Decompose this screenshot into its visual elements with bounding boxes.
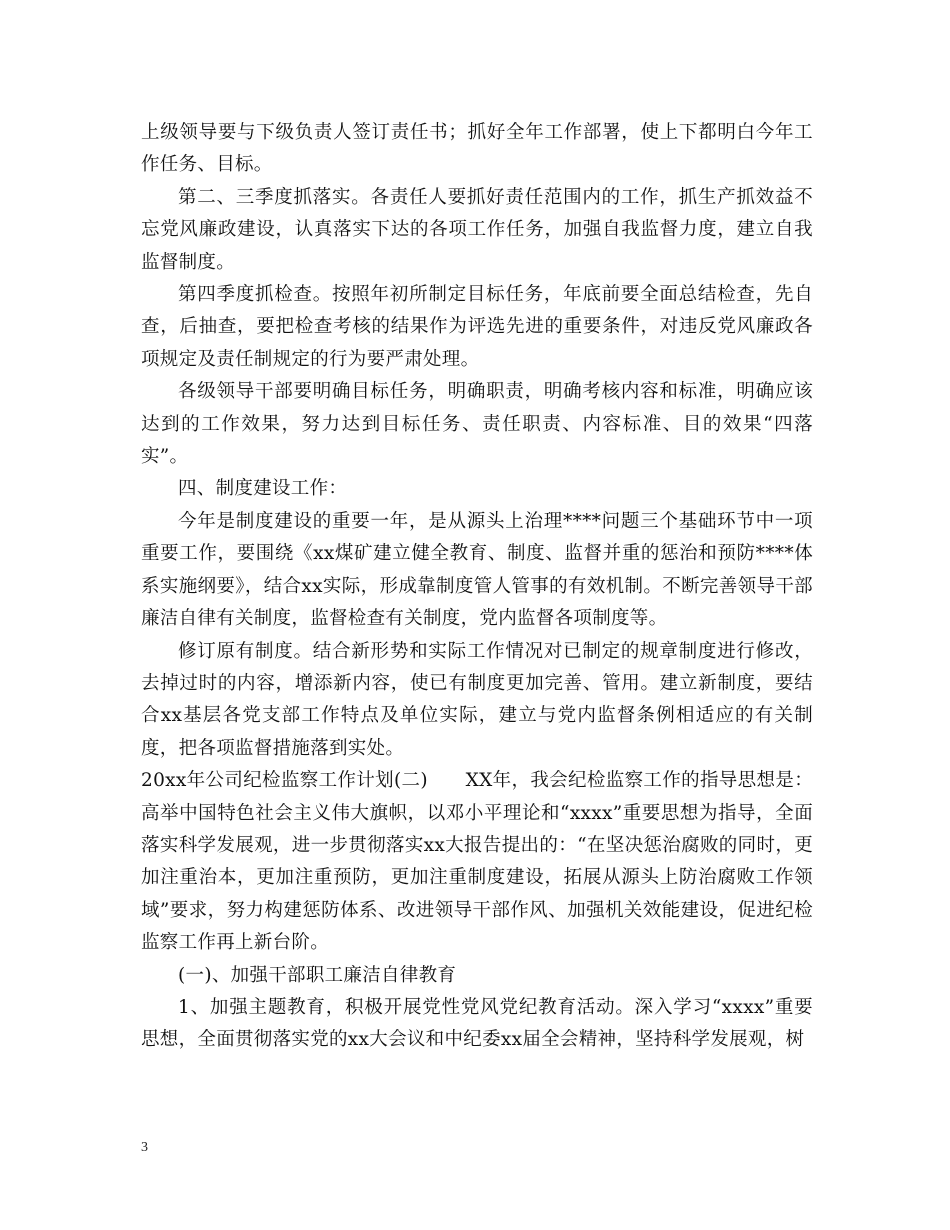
document-body [141,117,813,1057]
section-heading-4: 四、制度建设工作： [178,478,348,500]
subsection-heading-1: (一)、加强干部职工廉洁自律教育 [178,964,457,986]
paragraph-7: 修订原有制度。结合新形势和实际工作情况对已制定的规章制度进行修改，去掉过时的内容，增添新内容，使已有制度更加完善、管用。建立新制度，要结合xx基层各党支部工作特点及单位实际，建立与党内监督条例相适应的有关制度，把各项监督措施落到实处。 [141,640,813,759]
paragraph-6: 今年是制度建设的重要一年，是从源头上治理****问题三个基础环节中一项重要工作，要围绕《xx煤矿建立健全教育、制度、监督并重的惩治和预防****体系实施纲要》，结合xx实际，形成靠制度管人管事的有效机制。不断完善领导干部廉洁自律有关制度，监督检查有关制度，党内监督各项制度等。 [141,510,813,630]
paragraph-3: 第四季度抓检查。按照年初所制定目标任务，年底前要全面总结检查，先自查，后抽查，要把检查考核的结果作为评选先进的重要条件，对违反党风廉政各项规定及责任制规定的行为要严肃处理。 [141,284,813,370]
page-number: 3 [141,1140,148,1155]
paragraph-1: 上级领导要与下级负责人签订责任书；抓好全年工作部署，使上下都明白今年工作任务、目标。 [141,122,813,176]
paragraph-4: 各级领导干部要明确目标任务，明确职责，明确考核内容和标准，明确应该达到的工作效果，努力达到目标任务、责任职责、内容标准、目的效果“四落实”。 [141,381,813,468]
paragraph-2: 第二、三季度抓落实。各责任人要抓好责任范围内的工作，抓生产抓效益不忘党风廉政建设，认真落实下达的各项工作任务，加强自我监督力度，建立自我监督制度。 [141,186,813,273]
paragraph-10: 1、加强主题教育，积极开展党性党风党纪教育活动。深入学习“xxxx”重要思想，全面贯彻落实党的xx大会议和中纪委xx届全会精神，坚持科学发展观，树 [141,996,813,1051]
paragraph-8: 20xx年公司纪检监察工作计划(二) XX年，我会纪检监察工作的指导思想是：高举中国特色社会主义伟大旗帜，以邓小平理论和“xxxx”重要思想为指导，全面落实科学发展观，进一步贯彻落实xx大报告提出的：“在坚决惩治腐败的同时，更加注重治本，更加注重预防，更加注重制度建设，拓展从源头上防治腐败工作领域”要求，努力构建惩防体系、改进领导干部作风、加强机关效能建设，促进纪检监察工作再上新台阶。 [141,770,813,954]
